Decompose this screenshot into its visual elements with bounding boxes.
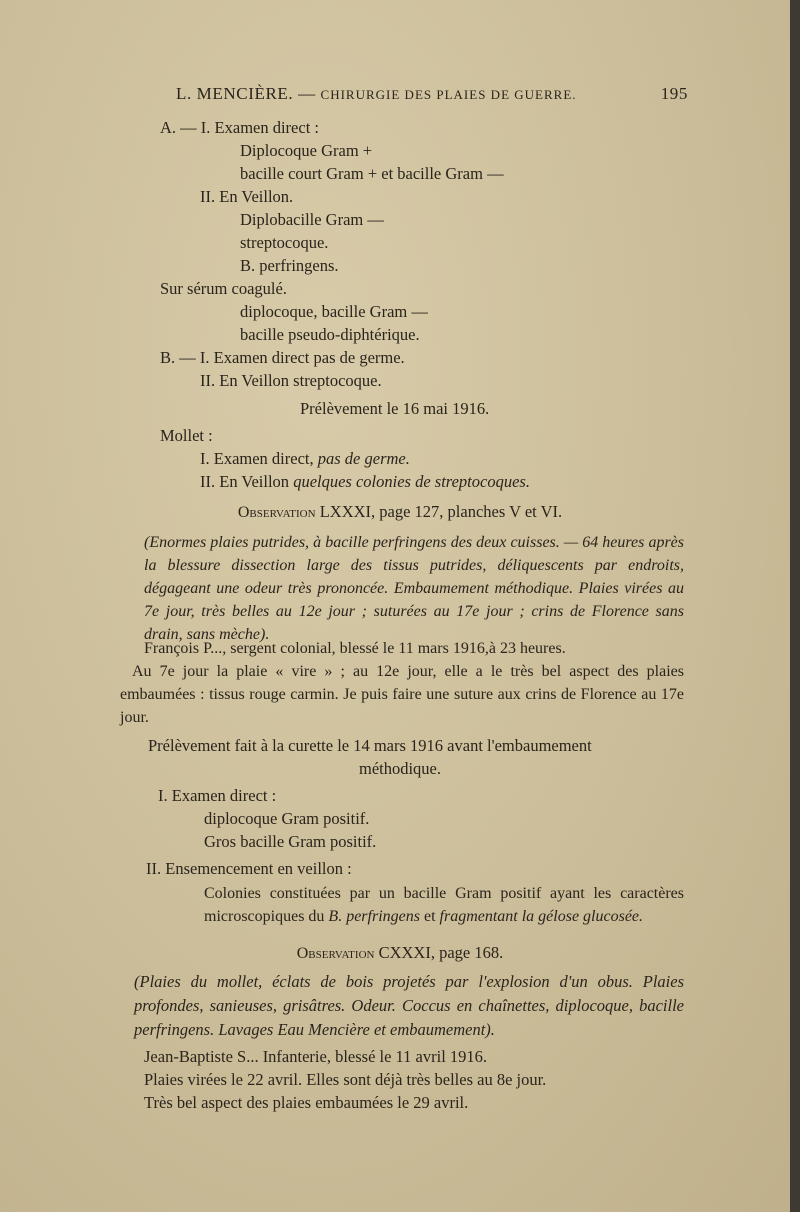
observation-2-para-3: Très bel aspect des plaies embaumées le 29 avril.: [144, 1093, 469, 1112]
line-a3: bacille court Gram + et bacille Gram —: [240, 164, 504, 183]
line-a2: Diplocoque Gram +: [240, 141, 373, 160]
prelevement-curette-line-1: Prélèvement fait à la curette le 14 mars 1916 avant l'embaumement: [148, 736, 592, 755]
prelevement-curette-line-2: méthodique.: [358, 759, 442, 778]
line-a12: II. En Veillon streptocoque.: [200, 371, 382, 390]
line-a11: B. — I. Examen direct pas de germe.: [160, 348, 405, 367]
mollet-line-1: I. Examen direct, pas de germe.: [200, 449, 410, 468]
line-a7: B. perfringens.: [240, 256, 339, 275]
line-a9: diplocoque, bacille Gram —: [240, 302, 428, 321]
header-title: CHIRURGIE DES PLAIES DE GUERRE.: [320, 87, 577, 102]
observation-2-para-1: Jean-Baptiste S... Infanterie, blessé le 11 avril 1916.: [144, 1047, 488, 1066]
observation-1-para-2: Au 7e jour la plaie « vire » ; au 12e jour, elle a le très bel aspect des plaies embaumées : tissus rouge carmin. Je puis faire une suture aux crins de Florence au 17e jour.: [120, 663, 684, 726]
observation-1-summary: (Enormes plaies putrides, à bacille perfringens des deux cuisses. — 64 heures après la blessure dissection large des tissus putrides, déliquescents par endroits, dégageant une odeur très prononcée. Embaumement méthodique. Plaies virées au 7e jour, très belles au 12e jour ; suturées au 17e jour ; crins de Florence sans drain, sans mèche).: [144, 534, 684, 643]
observation-heading-2: Observation CXXXI, page 168.: [296, 943, 504, 962]
exam-colonies: Colonies constituées par un bacille Gram positif ayant les caractères microscopiques du B. perfringens et fragmentant la gélose glucosée.: [204, 885, 684, 925]
header-author: L. MENCIÈRE. —: [176, 84, 316, 103]
line-a5: Diplobacille Gram —: [240, 210, 384, 229]
observation-2-para-2: Plaies virées le 22 avril. Elles sont déjà très belles au 8e jour.: [144, 1070, 547, 1089]
exam-line-3: Gros bacille Gram positif.: [204, 832, 377, 851]
scan-edge: [790, 0, 800, 1212]
prelevement-date: Prélèvement le 16 mai 1916.: [300, 399, 490, 418]
line-a4: II. En Veillon.: [200, 187, 294, 206]
exam-line-2: diplocoque Gram positif.: [204, 809, 370, 828]
exam-line-1: I. Examen direct :: [158, 786, 277, 805]
line-a10: bacille pseudo-diphtérique.: [240, 325, 420, 344]
line-a8: Sur sérum coagulé.: [160, 279, 287, 298]
observation-1-para-1: François P..., sergent colonial, blessé le 11 mars 1916,à 23 heures.: [144, 640, 566, 657]
observation-heading-1: Observation LXXXI, page 127, planches V et VI.: [237, 502, 563, 521]
exam-line-4: II. Ensemencement en veillon :: [146, 859, 352, 878]
observation-2-summary: (Plaies du mollet, éclats de bois projetés par l'explosion d'un obus. Plaies profondes, sanieuses, grisâtres. Odeur. Coccus en chaînettes, diplocoque, bacille perfringens. Lavages Eau Mencière et embaumement).: [134, 972, 684, 1039]
line-a1: A. — I. Examen direct :: [160, 118, 319, 137]
mollet-line-2: II. En Veillon quelques colonies de streptocoques.: [200, 472, 530, 491]
mollet-label: Mollet :: [160, 426, 213, 445]
page-number: 195: [660, 84, 688, 103]
running-header: [176, 84, 688, 104]
line-a6: streptocoque.: [240, 233, 329, 252]
